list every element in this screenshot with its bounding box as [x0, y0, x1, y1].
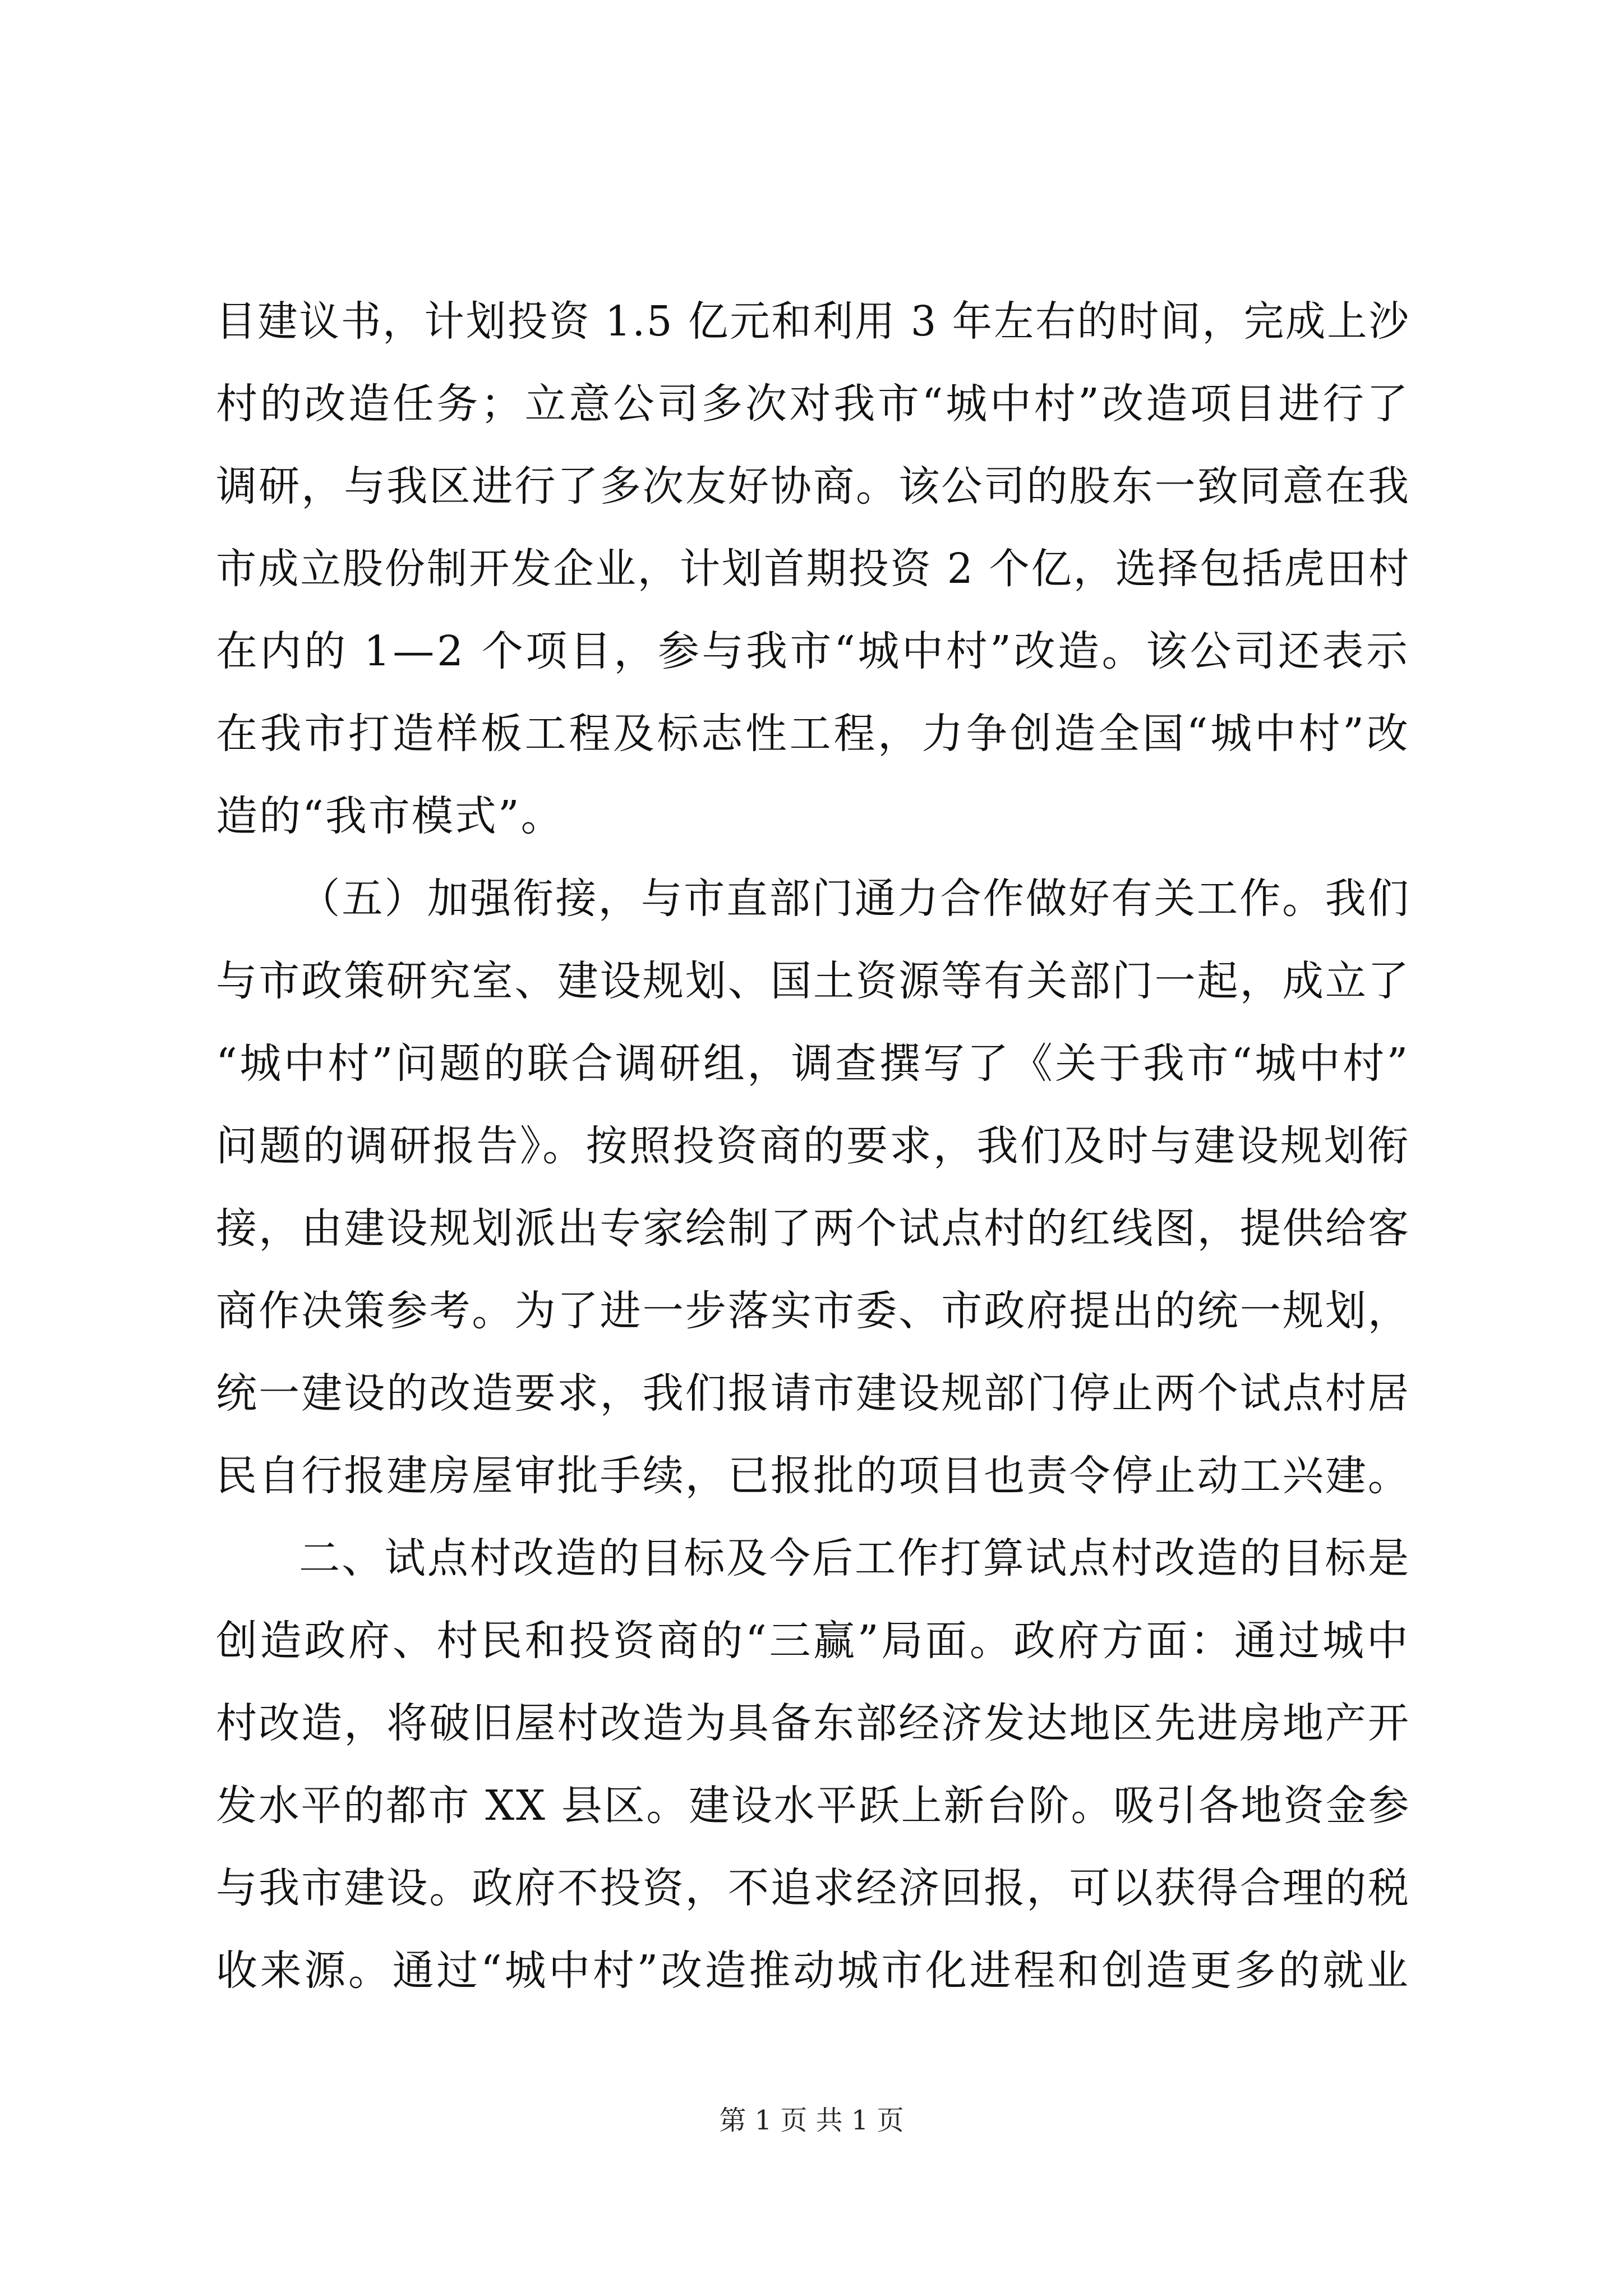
text-line: 与市政策研究室、建设规划、国土资源等有关部门一起，成立了: [216, 957, 1410, 1005]
text-line: 调研，与我区进行了多次友好协商。该公司的股东一致同意在我: [216, 462, 1410, 510]
paragraph-start-line: 二、试点村改造的目标及今后工作打算试点村改造的目标是: [299, 1534, 1410, 1582]
text-line: 目建议书，计划投资 1.5 亿元和利用 3 年左右的时间，完成上沙: [216, 297, 1410, 346]
text-line: 在我市打造样板工程及标志性工程，力争创造全国“城中村”改: [216, 710, 1411, 758]
text-line: 接，由建设规划派出专家绘制了两个试点村的红线图，提供给客: [216, 1204, 1410, 1253]
text-line: 造的“我市模式”。: [216, 792, 564, 840]
text-line: 与我市建设。政府不投资，不追求经济回报，可以获得合理的税: [216, 1864, 1410, 1912]
text-line: 在内的 1—2 个项目，参与我市“城中村”改造。该公司还表示: [216, 627, 1410, 675]
text-line: 收来源。通过“城中村”改造推动城市化进程和创造更多的就业: [216, 1947, 1411, 1995]
text-line: 商作决策参考。为了进一步落实市委、市政府提出的统一规划，: [216, 1287, 1410, 1335]
text-line: 村的改造任务；立意公司多次对我市“城中村”改造项目进行了: [216, 380, 1411, 428]
page-number-footer: 第 1 页 共 1 页: [719, 2105, 904, 2136]
text-line: 村改造，将破旧屋村改造为具备东部经济发达地区先进房地产开: [216, 1699, 1410, 1747]
text-line: 市成立股份制开发企业，计划首期投资 2 个亿，选择包括虎田村: [216, 545, 1411, 593]
text-line: 民自行报建房屋审批手续，已报批的项目也责令停止动工兴建。: [216, 1452, 1410, 1500]
text-line: 发水平的都市 XX 县区。建设水平跃上新台阶。吸引各地资金参: [216, 1782, 1411, 1830]
text-line: 创造政府、村民和投资商的“三赢”局面。政府方面：通过城中: [216, 1617, 1411, 1665]
paragraph-start-line: （五）加强衔接，与市直部门通力合作做好有关工作。我们: [299, 875, 1410, 923]
text-line: 问题的调研报告》。按照投资商的要求，我们及时与建设规划衔: [216, 1122, 1411, 1170]
text-line: “城中村”问题的联合调研组，调查撰写了《关于我市“城中村”: [216, 1039, 1410, 1088]
text-line: 统一建设的改造要求，我们报请市建设规部门停止两个试点村居: [216, 1369, 1410, 1418]
